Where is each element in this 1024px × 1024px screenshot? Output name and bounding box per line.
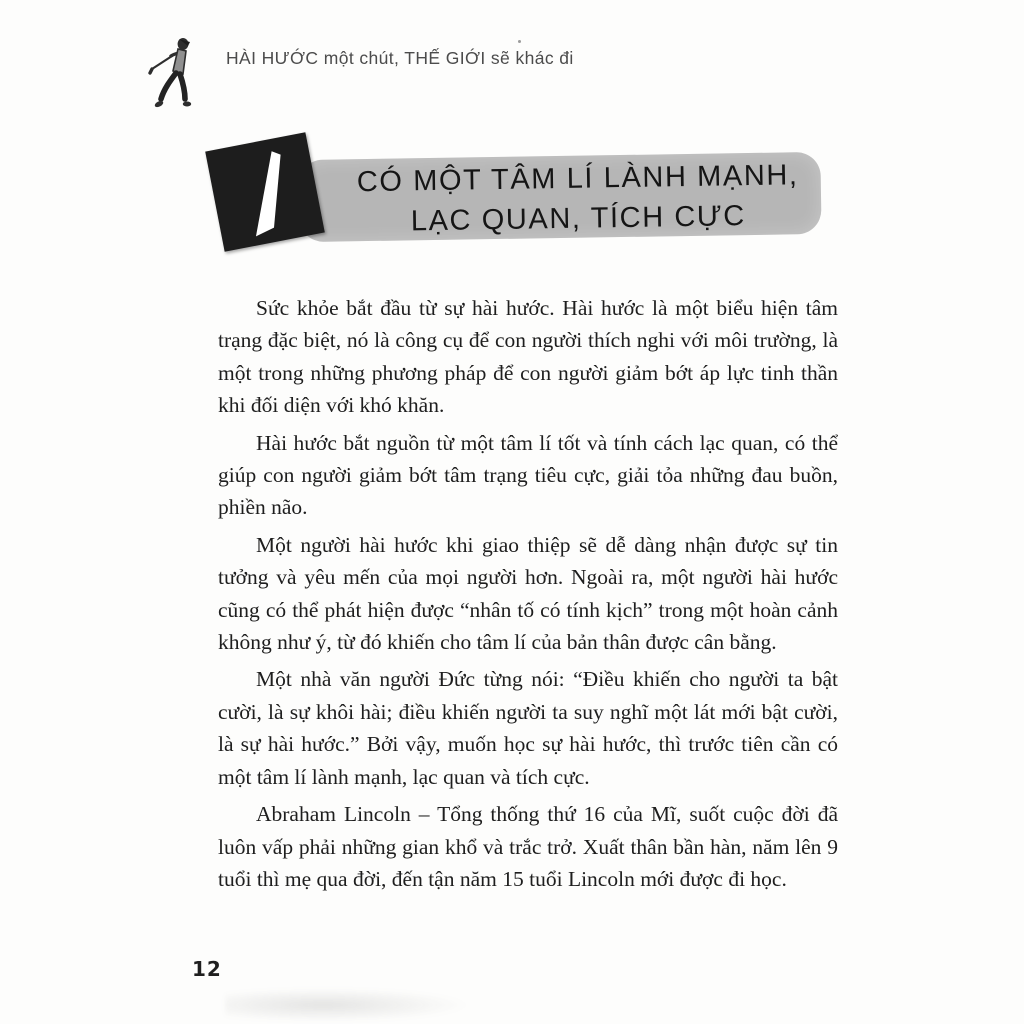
chapter-number-box [205,132,325,252]
golfer-swing-illustration [148,36,206,118]
paragraph-1: Sức khỏe bắt đầu từ sự hài hước. Hài hước là một biểu hiện tâm trạng đặc biệt, nó là công cụ để con người thích nghi với môi trường, là một trong những phương pháp để con người giảm bớt áp lực tinh thần khi đối diện với khó khăn. [218,296,838,418]
chapter-title-banner [298,152,821,242]
paragraph-4: Một nhà văn người Đức từng nói: “Điều khiến cho người ta bật cười, là sự khôi hài; điều khiến người ta suy nghĩ một lát mới bật cười, là sự hài hước.” Bởi vậy, muốn học sự hài hước, thì trước tiên cần có một tâm lí lành mạnh, lạc quan và tích cực. [218,667,838,789]
paragraph-5: Abraham Lincoln – Tổng thống thứ 16 của Mĩ, suốt cuộc đời đã luôn vấp phải những gian khổ và trắc trở. Xuất thân bần hàn, năm lên 9 tuổi thì mẹ qua đời, đến tận năm 15 tuổi Lincoln mới được đi học. [218,802,838,891]
chapter-title-line2: LẠC QUAN, TÍCH CỰC [410,200,747,238]
paragraph-2: Hài hước bắt nguồn từ một tâm lí tốt và tính cách lạc quan, có thể giúp con người giảm bớt tâm trạng tiêu cực, giải tỏa những đau buồn, phiền não. [218,430,838,520]
body-text [218,292,838,900]
scan-speck [518,40,521,43]
chapter-number-one-glyph [205,132,325,252]
running-head-title: HÀI HƯỚC một chút, THẾ GIỚI sẽ khác đi [226,48,574,68]
scan-smudge [225,988,470,1022]
chapter-title-line1: CÓ MỘT TÂM LÍ LÀNH MẠNH, [356,159,799,199]
page-number: 12 [192,957,222,981]
paragraph-3: Một người hài hước khi giao thiệp sẽ dễ dàng nhận được sự tin tưởng và yêu mến của mọi người hơn. Ngoài ra, một người hài hước cũng có thể phát hiện được “nhân tố có tính kịch” trong một hoàn cảnh không như ý, từ đó khiến cho tâm lí của bản thân được cân bằng. [218,532,838,655]
